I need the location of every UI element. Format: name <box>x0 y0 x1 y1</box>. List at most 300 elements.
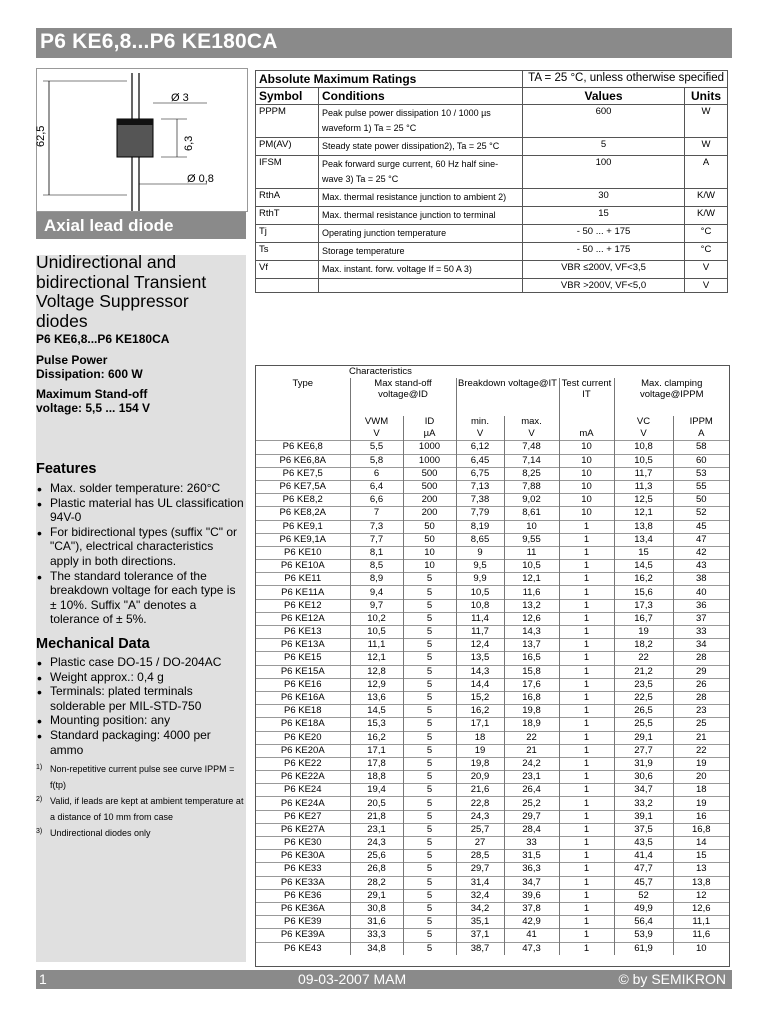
table-cell: 500 <box>403 480 456 493</box>
table-cell: 5 <box>403 599 456 612</box>
table-row <box>256 467 729 480</box>
table-cell: 12,1 <box>614 507 673 520</box>
table-cell: 18,2 <box>614 639 673 652</box>
table-cell: 33 <box>673 626 729 639</box>
table-cell: 45,7 <box>614 876 673 889</box>
table-cell: 5 <box>403 757 456 770</box>
table-cell: 7,14 <box>504 454 559 467</box>
table-row <box>256 691 729 704</box>
table-cell: 24,3 <box>456 810 504 823</box>
table-cell: 18,9 <box>504 718 559 731</box>
amr-condition-cell: Steady state power dissipation2), Ta = 25 °C <box>319 138 523 156</box>
table-cell: 18 <box>456 731 504 744</box>
table-cell: 53,9 <box>614 929 673 942</box>
table-cell: 36 <box>673 599 729 612</box>
amr-condition-cell: Storage temperature <box>319 243 523 261</box>
table-cell: 6,45 <box>456 454 504 467</box>
table-cell: 12,9 <box>350 678 403 691</box>
diode-drawing <box>36 68 248 212</box>
table-row <box>256 261 728 279</box>
amr-unit: °C <box>685 225 728 243</box>
table-cell: P6 KE20 <box>256 731 350 744</box>
table-cell: 1 <box>559 942 614 955</box>
table-cell: 1 <box>559 850 614 863</box>
table-cell: 12,1 <box>504 573 559 586</box>
table-cell: 11,1 <box>350 639 403 652</box>
table-cell: 22 <box>614 652 673 665</box>
table-cell: 17,6 <box>504 678 559 691</box>
table-cell: 34 <box>673 639 729 652</box>
table-cell: P6 KE20A <box>256 744 350 757</box>
table-cell: 12,6 <box>673 902 729 915</box>
table-row <box>256 665 729 678</box>
table-cell: 35,1 <box>456 916 504 929</box>
table-cell: 12,5 <box>614 494 673 507</box>
sub-test <box>559 416 614 428</box>
table-cell: 1 <box>559 599 614 612</box>
table-cell: 28 <box>673 691 729 704</box>
table-row <box>256 612 729 625</box>
table-cell: 11 <box>504 546 559 559</box>
table-cell: 10,2 <box>350 612 403 625</box>
amr-symbol: IFSM <box>256 156 319 189</box>
table-cell: 20 <box>673 771 729 784</box>
table-cell: 53 <box>673 467 729 480</box>
unit-cell: V <box>614 428 673 441</box>
table-cell: 21,8 <box>350 810 403 823</box>
amr-symbol: Vf <box>256 261 319 279</box>
table-row <box>256 507 729 520</box>
table-cell: 5 <box>403 823 456 836</box>
table-cell: 11,6 <box>504 586 559 599</box>
table-cell: 28 <box>673 652 729 665</box>
table-cell: 5 <box>403 889 456 902</box>
table-cell: 6,12 <box>456 441 504 454</box>
table-cell: 5 <box>403 771 456 784</box>
table-cell: 7,13 <box>456 480 504 493</box>
dim-lead-dia-label: Ø 0,8 <box>187 173 214 185</box>
list-item: • Plastic case DO-15 / DO-204AC <box>36 655 244 670</box>
table-cell: 33,2 <box>614 797 673 810</box>
table-cell: 1 <box>559 837 614 850</box>
table-cell: P6 KE39A <box>256 929 350 942</box>
absolute-max-ratings-table <box>255 70 728 293</box>
table-cell: 1 <box>559 678 614 691</box>
col-type-header: Type <box>292 378 314 389</box>
table-cell: 5 <box>403 797 456 810</box>
table-cell: 8,1 <box>350 546 403 559</box>
table-cell: 5 <box>403 586 456 599</box>
table-row <box>256 731 729 744</box>
table-cell: 7 <box>350 507 403 520</box>
amr-title: Absolute Maximum Ratings <box>256 71 523 88</box>
table-row <box>256 757 729 770</box>
table-cell: 5 <box>403 942 456 955</box>
footnotes-list <box>36 761 244 841</box>
footnote: 1) Non-repetitive current pulse see curve IPPM = f(tp) <box>36 764 235 790</box>
features-heading: Features <box>36 461 97 477</box>
table-cell: 10 <box>559 441 614 454</box>
table-cell: 5,5 <box>350 441 403 454</box>
table-row <box>256 105 728 138</box>
table-cell: 14,3 <box>456 665 504 678</box>
table-row <box>256 156 728 189</box>
table-cell: 20,5 <box>350 797 403 810</box>
footer <box>36 970 732 989</box>
table-cell: 16,2 <box>456 705 504 718</box>
table-cell: 19 <box>614 626 673 639</box>
table-cell: 11,6 <box>673 929 729 942</box>
col-test-header: Test current IT <box>559 378 614 416</box>
table-cell: 1 <box>559 916 614 929</box>
table-cell: 26 <box>673 678 729 691</box>
amr-value: 100 <box>523 156 685 189</box>
table-cell: 1 <box>559 771 614 784</box>
table-cell: P6 KE43 <box>256 942 350 955</box>
table-cell: 17,3 <box>614 599 673 612</box>
amr-value: - 50 ... + 175 <box>523 225 685 243</box>
page-number: 1 <box>39 971 47 987</box>
table-cell: 14,5 <box>614 560 673 573</box>
table-cell: 23,1 <box>350 823 403 836</box>
table-cell: 10 <box>559 507 614 520</box>
table-cell: 1 <box>559 586 614 599</box>
table-cell: 5 <box>403 744 456 757</box>
table-cell: 5 <box>403 902 456 915</box>
table-cell: 5 <box>403 652 456 665</box>
table-cell: 5 <box>403 810 456 823</box>
table-cell: 16,5 <box>504 652 559 665</box>
table-cell: P6 KE11A <box>256 586 350 599</box>
table-cell: 52 <box>673 507 729 520</box>
table-cell: 7,79 <box>456 507 504 520</box>
table-cell: 33,3 <box>350 929 403 942</box>
table-cell: 19,8 <box>504 705 559 718</box>
table-cell: P6 KE9,1A <box>256 533 350 546</box>
sub-id: ID <box>403 416 456 428</box>
table-cell: 10,5 <box>456 586 504 599</box>
amr-condition-cell: Max. thermal resistance junction to terminal <box>319 207 523 225</box>
table-row <box>256 573 729 586</box>
table-cell: P6 KE9,1 <box>256 520 350 533</box>
table-cell: 18 <box>673 784 729 797</box>
table-cell: 16,2 <box>350 731 403 744</box>
page-title: P6 KE6,8...P6 KE180CA <box>40 30 278 53</box>
table-cell: 29 <box>673 665 729 678</box>
list-item: • Max. solder temperature: 260°C <box>36 481 244 496</box>
table-cell: P6 KE6,8 <box>256 441 350 454</box>
table-cell: 58 <box>673 441 729 454</box>
table-cell: 10 <box>559 494 614 507</box>
table-cell: P6 KE15A <box>256 665 350 678</box>
amr-unit: W <box>685 105 728 138</box>
table-cell: 12,1 <box>350 652 403 665</box>
table-cell: 34,8 <box>350 942 403 955</box>
table-cell: 10 <box>504 520 559 533</box>
table-cell: 1 <box>559 863 614 876</box>
table-cell: 11,7 <box>456 626 504 639</box>
characteristics-caption: Characteristics <box>349 366 412 377</box>
table-cell: 60 <box>673 454 729 467</box>
table-cell: 29,7 <box>504 810 559 823</box>
table-cell: 25,6 <box>350 850 403 863</box>
table-row <box>256 243 728 261</box>
footer-date: 09-03-2007 MAM <box>298 971 407 987</box>
table-cell: P6 KE11 <box>256 573 350 586</box>
table-cell: 17,1 <box>456 718 504 731</box>
amr-value: 600 <box>523 105 685 138</box>
table-cell: P6 KE6,8A <box>256 454 350 467</box>
table-row <box>256 652 729 665</box>
amr-symbol: RthA <box>256 189 319 207</box>
table-cell: 41,4 <box>614 850 673 863</box>
table-row <box>256 797 729 810</box>
table-row <box>256 494 729 507</box>
table-cell: 19 <box>456 744 504 757</box>
list-item: • Plastic material has UL classification 94V-0 <box>36 496 244 525</box>
table-cell: 33 <box>504 837 559 850</box>
table-cell: 15,3 <box>350 718 403 731</box>
table-cell: 18,8 <box>350 771 403 784</box>
table-cell: 9,4 <box>350 586 403 599</box>
table-row <box>256 837 729 850</box>
table-cell: 1 <box>559 546 614 559</box>
table-cell: 42 <box>673 546 729 559</box>
table-cell: 16,8 <box>504 691 559 704</box>
table-cell: 8,25 <box>504 467 559 480</box>
table-cell: 13,5 <box>456 652 504 665</box>
table-cell: 11,3 <box>614 480 673 493</box>
table-row <box>256 771 729 784</box>
table-cell: P6 KE16 <box>256 678 350 691</box>
table-cell: 1 <box>559 520 614 533</box>
table-cell: 12,4 <box>456 639 504 652</box>
table-cell: 15 <box>614 546 673 559</box>
table-cell: 19,8 <box>456 757 504 770</box>
table-cell: 16,7 <box>614 612 673 625</box>
amr-symbol: Ts <box>256 243 319 261</box>
table-cell: 5 <box>403 784 456 797</box>
unit-cell: V <box>350 428 403 441</box>
list-item: • Mounting position: any <box>36 713 244 728</box>
product-heading: Unidirectional and bidirectional Transient Voltage Suppressor diodes <box>36 252 207 331</box>
amr-header-conditions: Conditions <box>319 88 523 105</box>
table-row <box>256 902 729 915</box>
table-row <box>256 586 729 599</box>
table-cell: 31,4 <box>456 876 504 889</box>
table-cell: 13,7 <box>504 639 559 652</box>
table-cell: 29,7 <box>456 863 504 876</box>
characteristics-table <box>256 366 729 955</box>
amr-condition-cell <box>319 279 523 293</box>
table-cell: 26,5 <box>614 705 673 718</box>
table-cell: 21,2 <box>614 665 673 678</box>
table-cell: 38,7 <box>456 942 504 955</box>
table-cell: 8,9 <box>350 573 403 586</box>
table-cell: 26,8 <box>350 863 403 876</box>
amr-symbol <box>256 279 319 293</box>
table-cell: 5 <box>403 916 456 929</box>
table-cell: 10,8 <box>614 441 673 454</box>
table-row <box>256 279 728 293</box>
unit-cell: V <box>504 428 559 441</box>
table-cell: 1 <box>559 533 614 546</box>
table-row <box>256 916 729 929</box>
amr-condition-cell: Max. instant. forw. voltage If = 50 A 3) <box>319 261 523 279</box>
amr-unit: K/W <box>685 189 728 207</box>
dim-length-label: 62,5 <box>35 125 47 147</box>
amr-unit: A <box>685 156 728 189</box>
amr-condition-cell: Operating junction temperature <box>319 225 523 243</box>
table-cell: 47,7 <box>614 863 673 876</box>
table-cell: 8,5 <box>350 560 403 573</box>
table-cell: 10,5 <box>350 626 403 639</box>
table-cell: 31,9 <box>614 757 673 770</box>
table-cell: 10 <box>403 560 456 573</box>
dim-body-dia-label: Ø 3 <box>171 92 189 104</box>
table-cell: 14,5 <box>350 705 403 718</box>
footnote: 3) Undirectional diodes only <box>36 828 151 838</box>
table-row <box>256 876 729 889</box>
table-cell: 6,4 <box>350 480 403 493</box>
table-cell: 12,8 <box>350 665 403 678</box>
table-cell: 1 <box>559 757 614 770</box>
amr-condition-cell: Peak pulse power dissipation 10 / 1000 µs waveform 1) Ta = 25 °C <box>319 105 523 138</box>
table-cell: 13,8 <box>614 520 673 533</box>
table-cell: 13 <box>673 863 729 876</box>
amr-condition-cell: Max. thermal resistance junction to ambient 2) <box>319 189 523 207</box>
table-cell: P6 KE27 <box>256 810 350 823</box>
table-cell: 5 <box>403 850 456 863</box>
table-row <box>256 207 728 225</box>
table-cell: 1 <box>559 797 614 810</box>
table-cell: 5 <box>403 678 456 691</box>
list-item: • The standard tolerance of the breakdown voltage for each type is ± 10%. Suffix "A" denotes a tolerance of ± 5%. <box>36 569 244 627</box>
table-cell: 16,8 <box>673 823 729 836</box>
table-cell: 30,6 <box>614 771 673 784</box>
table-cell: 25,2 <box>504 797 559 810</box>
amr-value: 30 <box>523 189 685 207</box>
table-cell: 1 <box>559 731 614 744</box>
unit-cell: mA <box>559 428 614 441</box>
table-cell: P6 KE30 <box>256 837 350 850</box>
table-cell: 41 <box>504 929 559 942</box>
amr-value: VBR >200V, VF<5,0 <box>523 279 685 293</box>
table-cell: 14 <box>673 837 729 850</box>
amr-body <box>256 105 728 293</box>
table-cell: 5 <box>403 639 456 652</box>
amr-unit: V <box>685 261 728 279</box>
table-cell: 24,2 <box>504 757 559 770</box>
table-cell: 5 <box>403 665 456 678</box>
table-cell: P6 KE10 <box>256 546 350 559</box>
dim-body-len-label: 6,3 <box>183 135 195 151</box>
table-cell: 30,8 <box>350 902 403 915</box>
table-cell: 7,3 <box>350 520 403 533</box>
table-cell: 1 <box>559 665 614 678</box>
table-row <box>256 441 729 454</box>
table-cell: 12,6 <box>504 612 559 625</box>
table-cell: 1 <box>559 691 614 704</box>
table-cell: 22,8 <box>456 797 504 810</box>
table-cell: 55 <box>673 480 729 493</box>
features-list <box>36 481 244 627</box>
footer-copyright: © by SEMIKRON <box>618 971 726 987</box>
table-cell: P6 KE13 <box>256 626 350 639</box>
left-info-panel <box>36 252 246 962</box>
table-cell: 27,7 <box>614 744 673 757</box>
table-cell: P6 KE8,2A <box>256 507 350 520</box>
table-cell: 28,5 <box>456 850 504 863</box>
table-cell: 16 <box>673 810 729 823</box>
table-cell: 21 <box>673 731 729 744</box>
table-cell: 1 <box>559 718 614 731</box>
table-cell: 25,7 <box>456 823 504 836</box>
table-cell: 29,1 <box>350 889 403 902</box>
table-cell: 50 <box>673 494 729 507</box>
amr-unit: °C <box>685 243 728 261</box>
sub-vc: VC <box>614 416 673 428</box>
table-cell: 19 <box>673 757 729 770</box>
table-cell: 50 <box>403 520 456 533</box>
table-row <box>256 546 729 559</box>
table-cell: 8,19 <box>456 520 504 533</box>
table-row <box>256 533 729 546</box>
table-cell: P6 KE13A <box>256 639 350 652</box>
table-cell: 23,1 <box>504 771 559 784</box>
table-cell: 17,1 <box>350 744 403 757</box>
table-cell: 39,1 <box>614 810 673 823</box>
table-cell: P6 KE18A <box>256 718 350 731</box>
standoff-voltage-label: Maximum Stand-off voltage: 5,5 ... 154 V <box>36 387 151 415</box>
table-cell: 36,3 <box>504 863 559 876</box>
table-row <box>256 718 729 731</box>
table-cell: 6,75 <box>456 467 504 480</box>
table-cell: 5 <box>403 612 456 625</box>
list-item: • Weight approx.: 0,4 g <box>36 670 244 685</box>
table-cell: 26,4 <box>504 784 559 797</box>
table-cell: 21 <box>504 744 559 757</box>
mechanical-list <box>36 655 244 757</box>
table-cell: 5 <box>403 863 456 876</box>
list-item: • Standard packaging: 4000 per ammo <box>36 728 244 757</box>
table-row <box>256 138 728 156</box>
table-cell: P6 KE36 <box>256 889 350 902</box>
table-cell: 15,2 <box>456 691 504 704</box>
table-cell: 1 <box>559 929 614 942</box>
table-cell: 7,88 <box>504 480 559 493</box>
table-row <box>256 889 729 902</box>
table-cell: 10,5 <box>614 454 673 467</box>
table-cell: P6 KE36A <box>256 902 350 915</box>
amr-unit: V <box>685 279 728 293</box>
table-row <box>256 929 729 942</box>
table-cell: 5 <box>403 718 456 731</box>
table-cell: P6 KE33 <box>256 863 350 876</box>
table-cell: 19,4 <box>350 784 403 797</box>
table-cell: 45 <box>673 520 729 533</box>
sub-min: min. <box>456 416 504 428</box>
list-item: • Terminals: plated terminals solderable per MIL-STD-750 <box>36 684 244 713</box>
table-cell: 10 <box>559 454 614 467</box>
table-cell: P6 KE24A <box>256 797 350 810</box>
table-cell: 22 <box>504 731 559 744</box>
table-cell: 31,6 <box>350 916 403 929</box>
table-row <box>256 599 729 612</box>
amr-value: VBR ≤200V, VF<3,5 <box>523 261 685 279</box>
amr-value: - 50 ... + 175 <box>523 243 685 261</box>
table-cell: P6 KE7,5A <box>256 480 350 493</box>
